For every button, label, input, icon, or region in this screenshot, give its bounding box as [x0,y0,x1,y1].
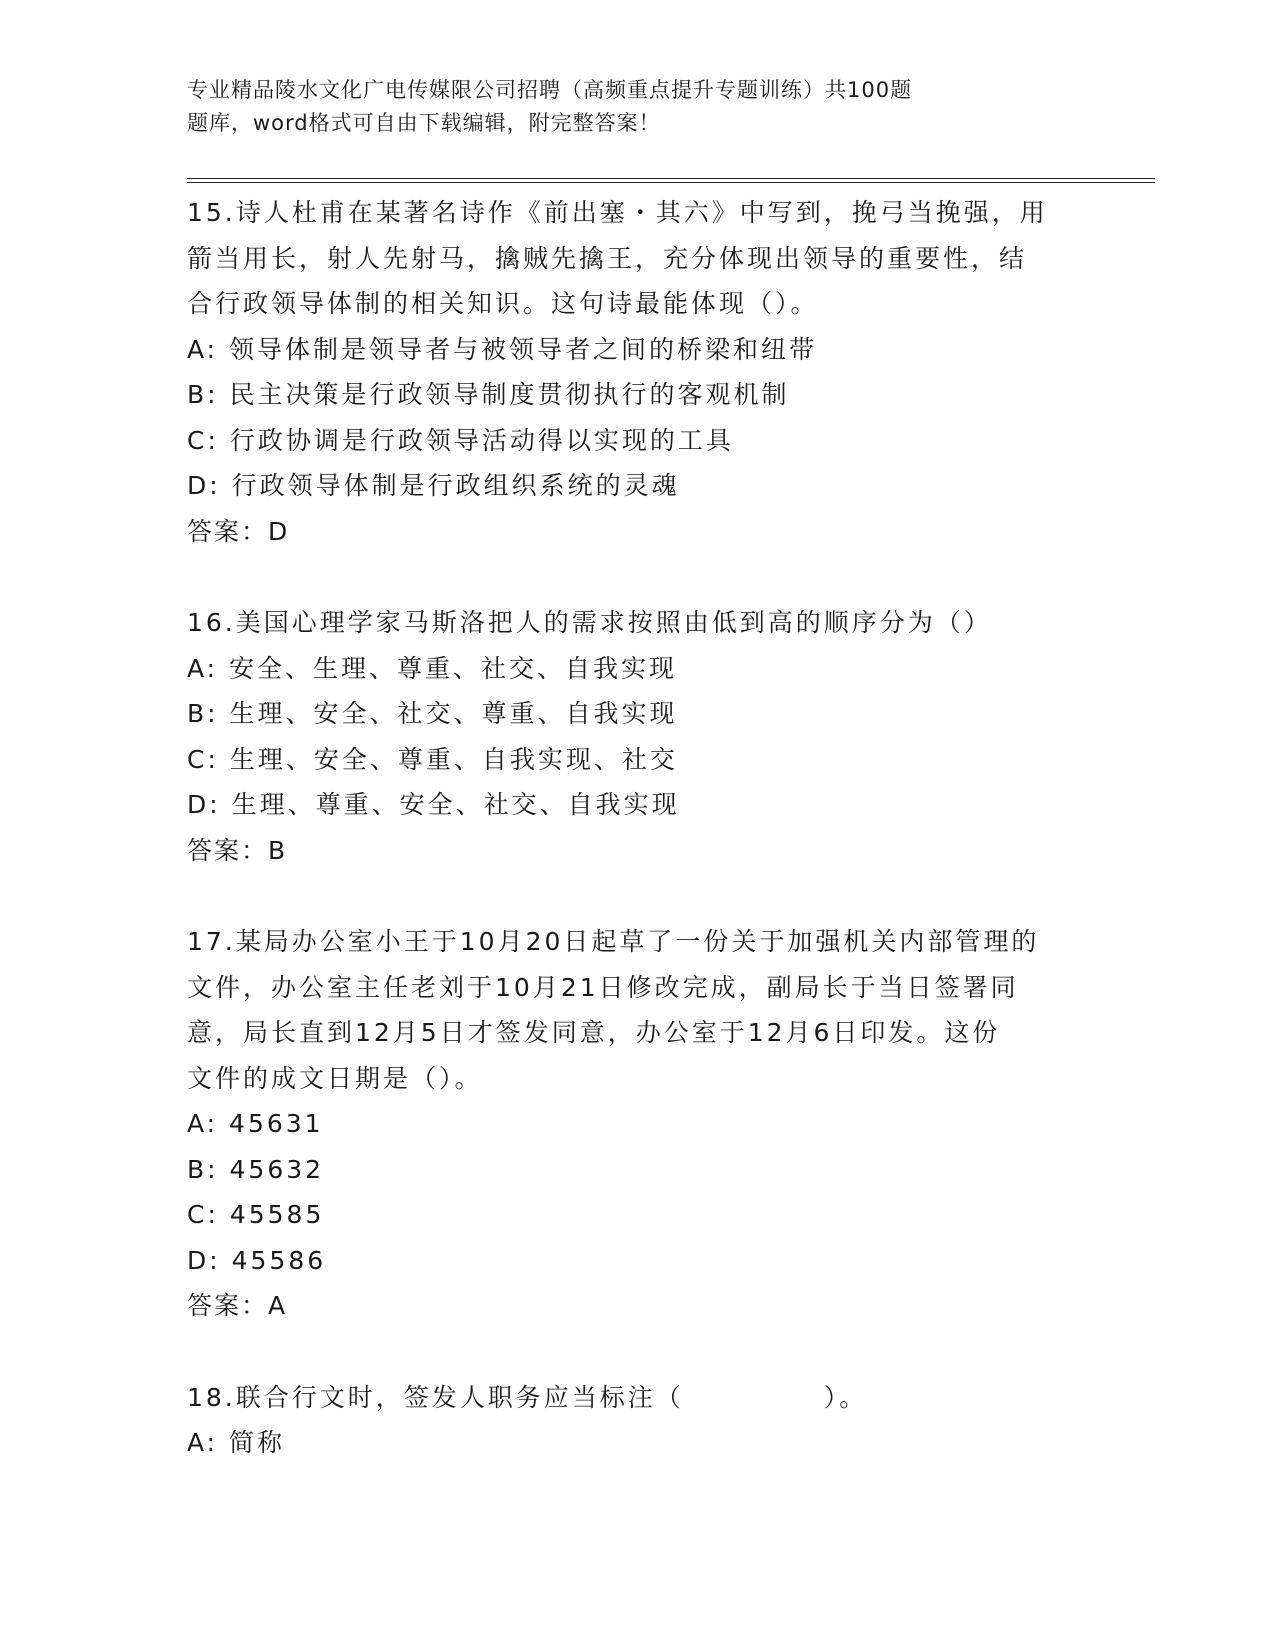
header-divider-top [187,178,1155,179]
header-line-2: 题库，word格式可自由下载编辑，附完整答案！ [187,111,661,135]
spacer [187,873,1087,919]
question-stem [187,919,1087,1101]
stem-line: 文件，办公室主任老刘于10月21日修改完成，副局长于当日签署同 [187,972,1019,1002]
spacer [187,554,1087,600]
header-divider-bottom [187,182,1155,183]
stem-line: 15.诗人杜甫在某著名诗作《前出塞・其六》中写到，挽弓当挽强，用 [187,198,1048,227]
stem-line: 箭当用长，射人先射马，擒贼先擒王，充分体现出领导的重要性，结 [187,243,1028,273]
option-d: D: 生理、尊重、安全、社交、自我实现 [187,790,680,819]
question-stem [187,600,1087,646]
answer-label: 答案：B [187,835,288,865]
question-17 [187,919,1087,1329]
stem-line: 意，局长直到12月5日才签发同意，办公室于12月6日印发。这份 [187,1018,1001,1047]
option-b: B: 生理、安全、社交、尊重、自我实现 [187,699,678,728]
question-15 [187,190,1087,554]
stem-line: 文件的成文日期是（）。 [187,1063,483,1093]
question-18 [187,1375,1087,1466]
option-a: A: 领导体制是领导者与被领导者之间的桥梁和纽带 [187,334,818,364]
option-b: B: 45632 [187,1154,325,1184]
option-d: D: 行政领导体制是行政组织系统的灵魂 [187,471,680,500]
option-a: A: 简称 [187,1428,286,1457]
stem-line: 16.美国心理学家马斯洛把人的需求按照由低到高的顺序分为（） [187,608,992,637]
option-a: A: 安全、生理、尊重、社交、自我实现 [187,653,678,683]
option-b: B: 民主决策是行政领导制度贯彻执行的客观机制 [187,380,790,409]
stem-line: 17.某局办公室小王于10月20日起草了一份关于加强机关内部管理的 [187,927,1040,956]
option-a: A: 45631 [187,1109,324,1138]
stem-line: 合行政领导体制的相关知识。这句诗最能体现（）。 [187,289,819,318]
spacer [187,1329,1087,1375]
header-line-1: 专业精品陵水文化广电传媒限公司招聘（高频重点提升专题训练）共100题 [187,78,913,102]
question-stem [187,1375,1087,1421]
document-header [187,74,1047,140]
answer-label: 答案：A [187,1291,288,1320]
option-c: C: 行政协调是行政领导活动得以实现的工具 [187,425,734,455]
question-list [187,190,1087,1466]
stem-line: 18.联合行文时，签发人职务应当标注（ ）。 [187,1382,868,1412]
answer-label: 答案：D [187,516,290,546]
option-c: C: 45585 [187,1200,325,1229]
question-16 [187,600,1087,873]
option-c: C: 生理、安全、尊重、自我实现、社交 [187,744,678,774]
question-stem [187,190,1087,327]
option-d: D: 45586 [187,1245,327,1275]
